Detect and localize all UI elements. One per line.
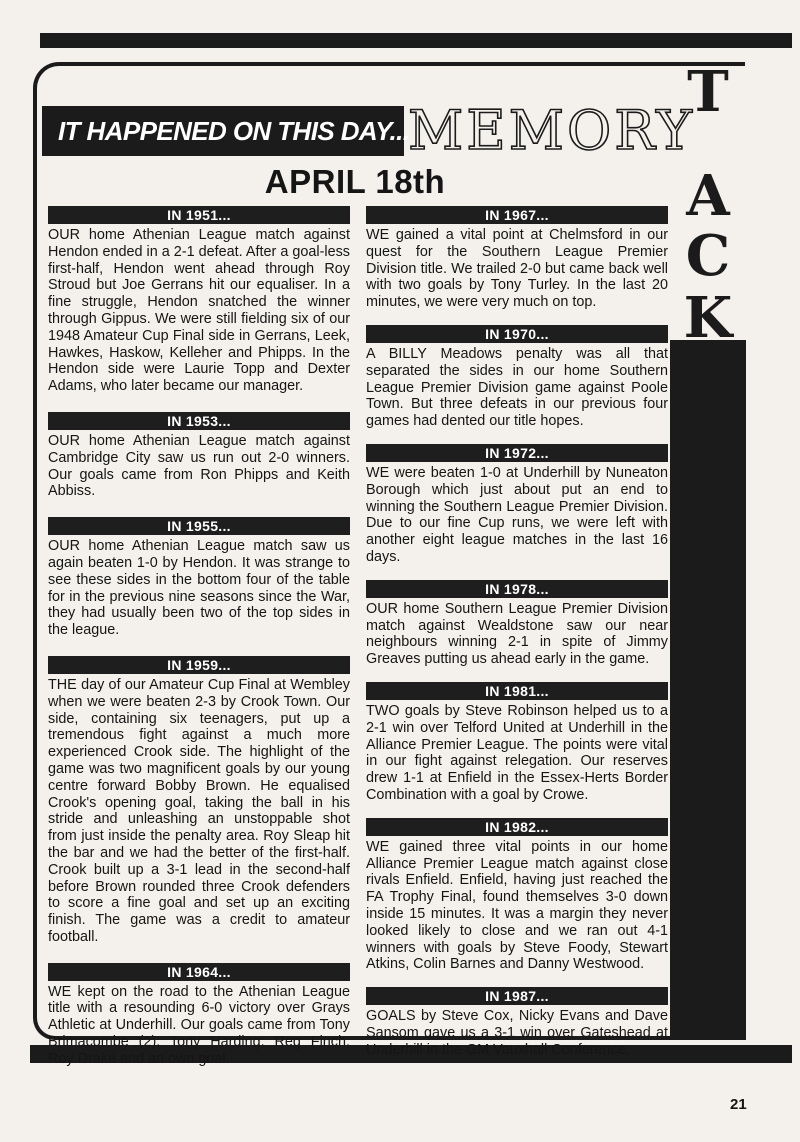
entry-text: WE kept on the road to the Athenian League title with a resounding 6-0 victory over Grays Athletic at Underhill. Our goals came from Tony Brimacombe (2), Tony Harding, Reg Finch, Roy Drake and an own goal.	[48, 983, 350, 1067]
entry	[366, 206, 668, 311]
memory-logo-word: MEMORY	[408, 99, 695, 162]
entry-year-heading: IN 1981...	[366, 682, 668, 700]
entry	[366, 682, 668, 804]
entry-year-heading: IN 1987...	[366, 987, 668, 1005]
entry-text: OUR home Athenian League match saw us again beaten 1-0 by Hendon. It was strange to see these sides in the bottom four of the table for in the previous nine seasons since the War, they had usually been two of the top sides in the league.	[48, 538, 350, 639]
entry-year-heading: IN 1978...	[366, 580, 668, 598]
entry-year-heading: IN 1970...	[366, 325, 668, 343]
entry	[48, 963, 350, 1068]
entry-year-heading: IN 1964...	[48, 963, 350, 981]
entry-text: OUR home Athenian League match against Cambridge City saw us run out 2-0 winners. Our goals came from Ron Phipps and Keith Abbiss.	[48, 432, 350, 500]
entry-text: A BILLY Meadows penalty was all that separated the sides in our home Southern League Premier Division game against Poole Town. But three defeats in our previous four games had dented our title hopes.	[366, 345, 668, 430]
date-title: APRIL 18th	[264, 163, 446, 200]
track-letter-k: K	[683, 285, 733, 351]
entry-year-heading: IN 1967...	[366, 206, 668, 224]
entry-year-heading: IN 1951...	[48, 206, 350, 224]
entry	[48, 517, 350, 639]
entry-text: WE were beaten 1-0 at Underhill by Nuneaton Borough which just about put an end to winning the Southern League Premier Division. Due to our fine Cup runs, we were left with another eight league matches in the last 16 days.	[366, 464, 668, 565]
masthead	[42, 99, 772, 162]
track-letter-t: T	[687, 59, 729, 125]
entry-text: TWO goals by Steve Robinson helped us to a 2-1 win over Telford United at Underhill in the Alliance Premier League. The points were vital in our fight against relegation. Our reserves drew 1-1 at Enfield in the Essex-Herts Border Combination with a goal by Crowe.	[366, 702, 668, 803]
entry-text: OUR home Athenian League match against Hendon ended in a 2-1 defeat. After a goal-less first-half, Hendon went ahead through Roy Stroud but Joe Gerrans hit our equaliser. In a fine struggle, Hendon snatched the winner through Gippus. We were still fielding six of our 1948 Amateur Cup Final side in Gerrans, Leek, Hawkes, Haskow, Kelleher and Phipps. In the Hendon side were Laurie Topp and Dexter Adams, who later became our manager.	[48, 227, 350, 395]
entry-text: WE gained a vital point at Chelmsford in our quest for the Southern League Premier Division title. We trailed 2-0 but came back well with two goals by Tony Turley. In the last 20 minutes, we were very much on top.	[366, 227, 668, 311]
entry-text: GOALS by Steve Cox, Nicky Evans and Dave Sansom gave us a 3-1 win over Gateshead at Underhill in the GM Vauxhall Conference.	[366, 1008, 668, 1058]
entry	[366, 987, 668, 1058]
track-letter-c: C	[685, 223, 731, 289]
right-column	[366, 206, 668, 1072]
entry-text: THE day of our Amateur Cup Final at Wembley when we were beaten 2-3 by Crook Town. Our side, containing six teenagers, put up a tremendous fight against a much more experienced Crook side. The highlight of the game was two magnificent goals by our young centre forward Bobby Brown. He equalised Crook's opening goal, taking the ball in his stride and unleashing an unstoppable shot from just inside the penalty area. Roy Sleap hit the bar and we had the better of the first-half. Crook built up a 3-1 lead in the second-half before Brown rounded three Crook defenders to score a fine goal and set up an exciting finish. The game was a credit to amateur football.	[48, 676, 350, 945]
entry	[366, 444, 668, 566]
left-column	[48, 206, 350, 1085]
entry-year-heading: IN 1953...	[48, 412, 350, 430]
page-number: 21	[730, 1096, 747, 1113]
right-strip	[670, 340, 746, 1040]
entry-text: OUR home Southern League Premier Division match against Wealdstone saw our near neighbours winning 2-1 in spite of Jimmy Greaves putting us ahead early in the game.	[366, 600, 668, 668]
entry	[366, 818, 668, 973]
entry-text: WE gained three vital points in our home Alliance Premier League match against close rivals Enfield. Enfield, having just reached the FA Trophy Final, found themselves 3-0 down inside 15 minutes. It was a margin they never looked likely to close and we ran out 4-1 winners with goals by Steve Foody, Stewart Atkins, Colin Barnes and Danny Westwood.	[366, 838, 668, 973]
entry-year-heading: IN 1955...	[48, 517, 350, 535]
entry-year-heading: IN 1972...	[366, 444, 668, 462]
entry	[366, 325, 668, 430]
entry	[48, 206, 350, 395]
entry-year-heading: IN 1982...	[366, 818, 668, 836]
entry	[48, 656, 350, 946]
entry	[366, 580, 668, 668]
entry	[48, 412, 350, 500]
track-letter-a: A	[686, 163, 730, 229]
top-rule	[40, 33, 792, 48]
banner-title: IT HAPPENED ON THIS DAY...	[42, 106, 404, 156]
entry-year-heading: IN 1959...	[48, 656, 350, 674]
